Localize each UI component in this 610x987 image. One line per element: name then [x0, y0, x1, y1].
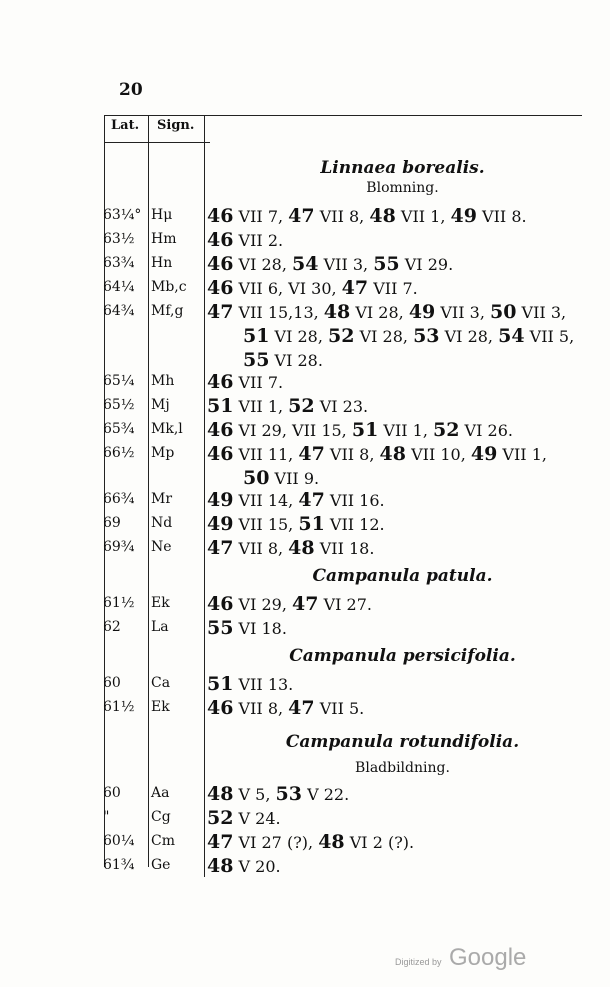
header-bottom-rule [104, 142, 210, 143]
header-sign: Sign. [157, 118, 195, 133]
row-observation: 46 VI 29, VII 15, 51 VII 1, 52 VI 26. [207, 419, 513, 441]
row-observation: 55 VI 28. [243, 349, 323, 371]
row-latitude: " [103, 809, 110, 825]
row-observation: 46 VII 7. [207, 371, 284, 393]
row-observation: 46 VII 7, 47 VII 8, 48 VII 1, 49 VII 8. [207, 205, 527, 227]
header-lat: Lat. [111, 118, 140, 133]
section-title: Campanula persicifolia. [289, 646, 516, 666]
row-observation: 46 VI 29, 47 VI 27. [207, 593, 372, 615]
row-sign: Ca [151, 675, 171, 691]
row-sign: La [151, 619, 169, 635]
row-sign: Cg [151, 809, 171, 825]
row-sign: Mr [151, 491, 173, 507]
watermark-prefix: Digitized by [395, 957, 442, 967]
row-sign: Ne [151, 539, 172, 555]
digitized-watermark [395, 944, 526, 972]
row-observation: 55 VI 18. [207, 617, 287, 639]
row-latitude: 61½ [103, 595, 135, 611]
row-sign: Ek [151, 699, 170, 715]
row-sign: Mh [151, 373, 175, 389]
row-observation: 51 VII 1, 52 VI 23. [207, 395, 369, 417]
row-latitude: 65¼ [103, 373, 135, 389]
page-number: 20 [119, 80, 143, 100]
row-observation: 46 VII 11, 47 VII 8, 48 VII 10, 49 VII 1, [207, 443, 547, 465]
row-sign: Mf,g [151, 303, 184, 319]
row-latitude: 66½ [103, 445, 135, 461]
row-latitude: 69 [103, 515, 121, 531]
row-observation: 46 VII 8, 47 VII 5. [207, 697, 365, 719]
row-observation: 49 VII 15, 51 VII 12. [207, 513, 385, 535]
row-sign: Ek [151, 595, 170, 611]
row-latitude: 62 [103, 619, 121, 635]
row-sign: Mb,c [151, 279, 187, 295]
row-latitude: 60 [103, 675, 121, 691]
row-observation: 46 VII 6, VI 30, 47 VII 7. [207, 277, 418, 299]
section-subtitle: Bladbildning. [355, 760, 450, 776]
column-rule-middle [148, 115, 149, 867]
row-sign: Mk,l [151, 421, 183, 437]
row-observation: 51 VII 13. [207, 673, 294, 695]
row-latitude: 69¾ [103, 539, 135, 555]
row-observation: 49 VII 14, 47 VII 16. [207, 489, 385, 511]
row-latitude: 65½ [103, 397, 135, 413]
column-rule-right [204, 115, 205, 877]
row-latitude: 60 [103, 785, 121, 801]
row-sign: Aa [151, 785, 170, 801]
row-latitude: 64¾ [103, 303, 135, 319]
header-top-rule [104, 115, 582, 116]
section-subtitle: Blomning. [366, 180, 439, 196]
section-title: Linnaea borealis. [320, 158, 485, 178]
row-sign: Mp [151, 445, 175, 461]
section-title: Campanula rotundifolia. [285, 732, 520, 752]
row-observation: 51 VI 28, 52 VI 28, 53 VI 28, 54 VII 5, [243, 325, 575, 347]
row-observation: 46 VI 28, 54 VII 3, 55 VI 29. [207, 253, 454, 275]
row-sign: Ge [151, 857, 171, 873]
row-sign: Hn [151, 255, 173, 271]
row-sign: Hm [151, 231, 177, 247]
row-observation: 52 V 24. [207, 807, 281, 829]
row-latitude: 66¾ [103, 491, 135, 507]
row-sign: Hμ [151, 207, 173, 223]
row-sign: Cm [151, 833, 175, 849]
watermark-brand: Google [448, 944, 527, 971]
row-observation: 47 VII 15,13, 48 VI 28, 49 VII 3, 50 VII 3, [207, 301, 567, 323]
row-observation: 46 VII 2. [207, 229, 284, 251]
row-sign: Nd [151, 515, 173, 531]
row-sign: Mj [151, 397, 170, 413]
row-latitude: 61½ [103, 699, 135, 715]
row-observation: 48 V 20. [207, 855, 281, 877]
row-latitude: 61¾ [103, 857, 135, 873]
row-observation: 47 VI 27 (?), 48 VI 2 (?). [207, 831, 415, 853]
row-observation: 48 V 5, 53 V 22. [207, 783, 350, 805]
row-observation: 47 VII 8, 48 VII 18. [207, 537, 375, 559]
section-title: Campanula patula. [312, 566, 493, 586]
row-latitude: 60¼ [103, 833, 135, 849]
row-latitude: 63¾ [103, 255, 135, 271]
row-latitude: 63½ [103, 231, 135, 247]
row-latitude: 63¼° [103, 207, 142, 223]
row-observation: 50 VII 9. [243, 467, 320, 489]
row-latitude: 65¾ [103, 421, 135, 437]
row-latitude: 64¼ [103, 279, 135, 295]
